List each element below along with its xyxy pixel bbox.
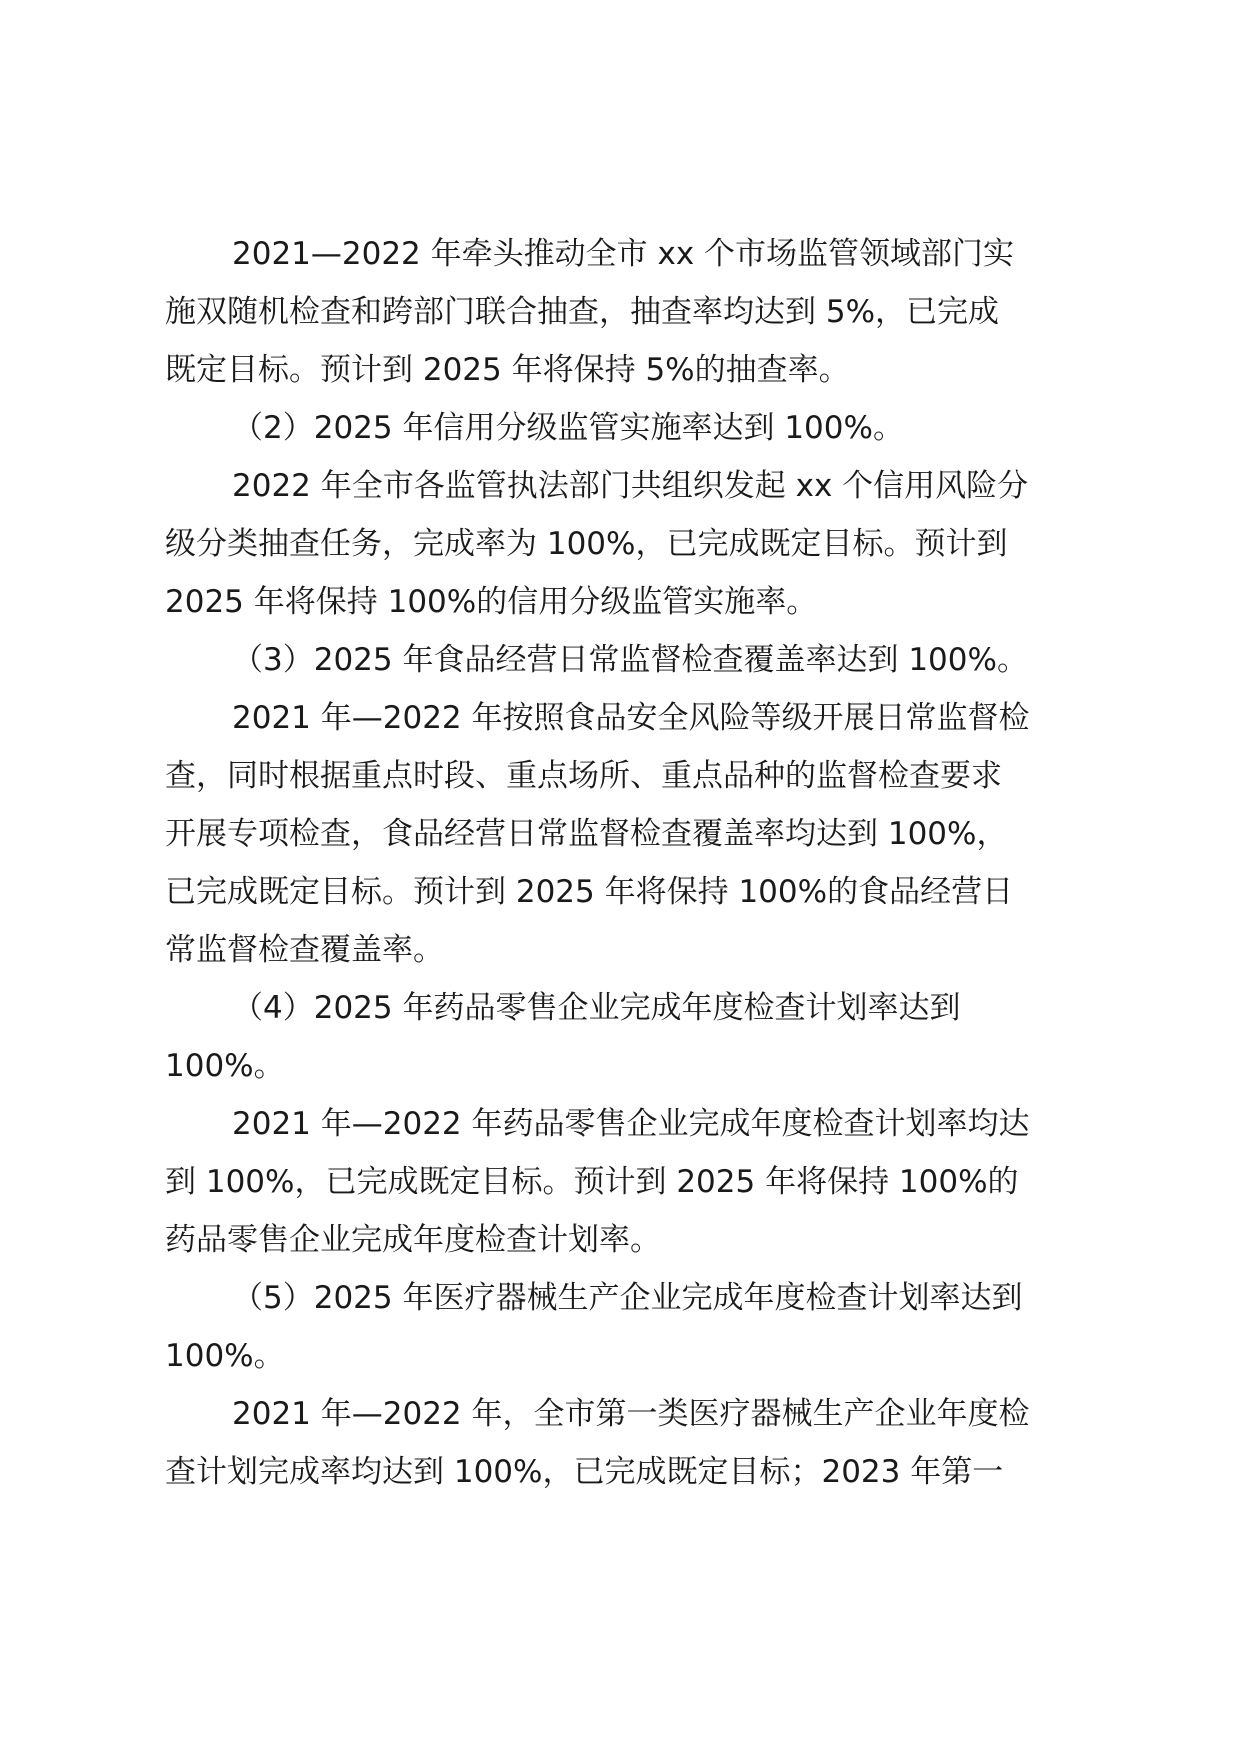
paragraph-line: 查，同时根据重点时段、重点场所、重点品种的监督检查要求 <box>165 758 1002 794</box>
paragraph-line: 已完成既定目标。预计到 2025 年将保持 100%的食品经营日 <box>165 874 1014 910</box>
paragraph-line: 2021 年—2022 年，全市第一类医疗器械生产企业年度检 <box>232 1396 1030 1432</box>
section-heading-5: （5）2025 年医疗器械生产企业完成年度检查计划率达到 <box>232 1280 1023 1316</box>
section-heading-2: （2）2025 年信用分级监管实施率达到 100%。 <box>232 410 904 446</box>
paragraph-line: 2021 年—2022 年药品零售企业完成年度检查计划率均达 <box>232 1106 1030 1142</box>
paragraph-line: 开展专项检查，食品经营日常监督检查覆盖率均达到 100%， <box>165 816 1008 852</box>
paragraph-line: 施双随机检查和跨部门联合抽查，抽查率均达到 5%，已完成 <box>165 294 1000 330</box>
section-heading-4-continued: 100%。 <box>165 1048 285 1084</box>
paragraph-line: 药品零售企业完成年度检查计划率。 <box>165 1222 661 1258</box>
paragraph-line: 2025 年将保持 100%的信用分级监管实施率。 <box>165 584 818 620</box>
paragraph-line: 2021 年—2022 年按照食品安全风险等级开展日常监督检 <box>232 700 1030 736</box>
section-heading-4: （4）2025 年药品零售企业完成年度检查计划率达到 <box>232 990 961 1026</box>
document-body <box>165 225 1085 1501</box>
section-heading-5-continued: 100%。 <box>165 1338 285 1374</box>
paragraph-line: 查计划完成率均达到 100%，已完成既定目标；2023 年第一 <box>165 1454 1004 1490</box>
paragraph-line: 2022 年全市各监管执法部门共组织发起 xx 个信用风险分 <box>232 468 1029 504</box>
section-heading-3: （3）2025 年食品经营日常监督检查覆盖率达到 100%。 <box>232 642 1028 678</box>
paragraph-line: 级分类抽查任务，完成率为 100%，已完成既定目标。预计到 <box>165 526 1008 562</box>
paragraph-line: 既定目标。预计到 2025 年将保持 5%的抽查率。 <box>165 352 850 388</box>
paragraph-line: 常监督检查覆盖率。 <box>165 932 444 968</box>
paragraph-line: 到 100%，已完成既定目标。预计到 2025 年将保持 100%的 <box>165 1164 1019 1200</box>
paragraph-line: 2021—2022 年牵头推动全市 xx 个市场监管领域部门实 <box>232 236 1015 272</box>
